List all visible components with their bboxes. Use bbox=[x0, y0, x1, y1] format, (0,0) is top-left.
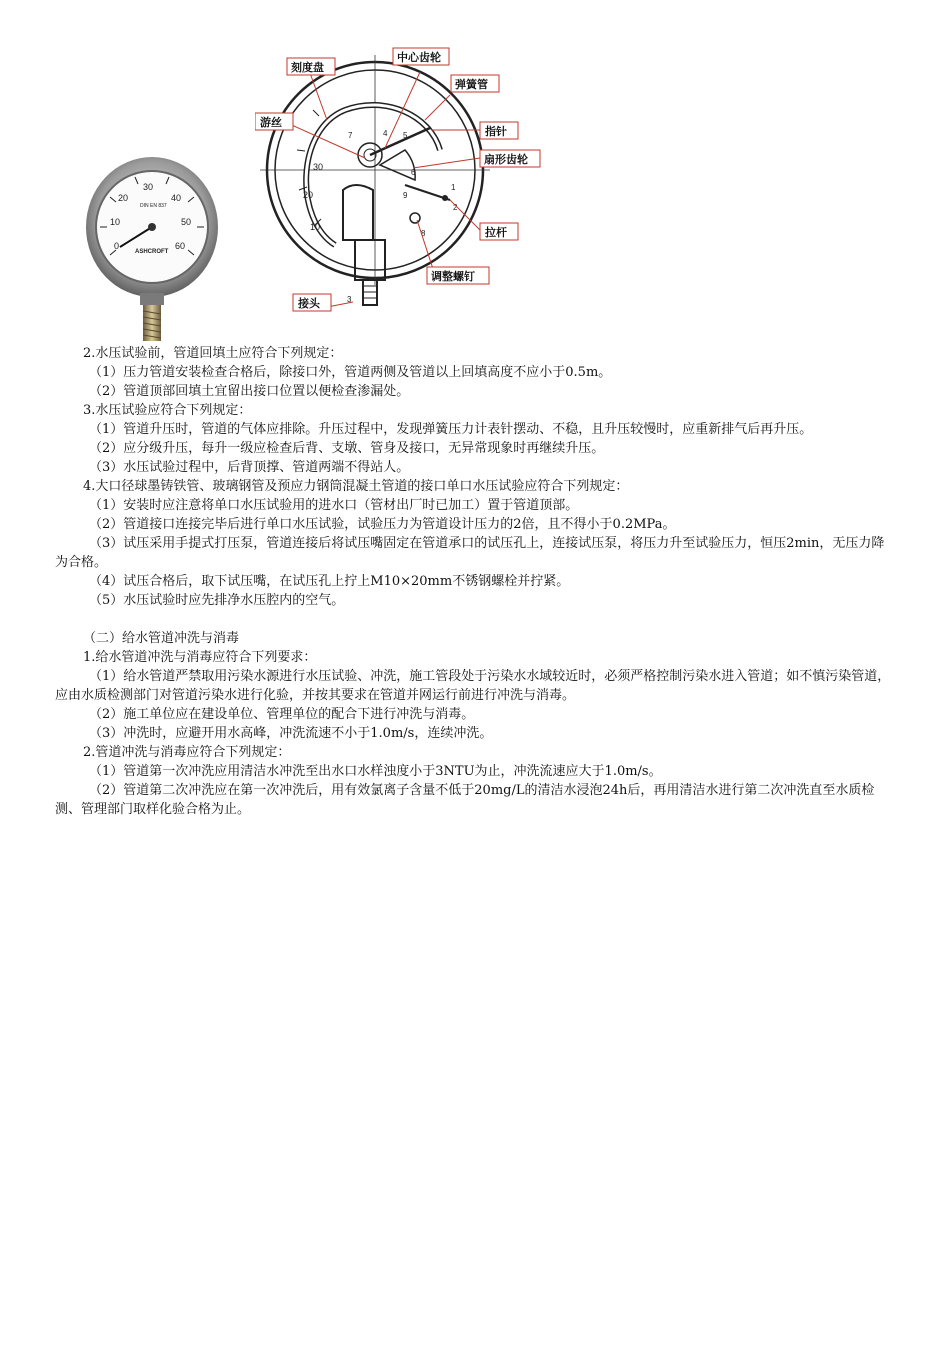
gauge-brand-text: ASHCROFT bbox=[135, 249, 169, 255]
part-number-7: 7 bbox=[348, 131, 353, 140]
label-spring-tube: 弹簧管 bbox=[455, 78, 488, 91]
flush-clause-1-item-3: （3）冲洗时，应避开用水高峰，冲洗流速不小于1.0m/s，连续冲洗。 bbox=[89, 726, 493, 741]
gauge-scale-10: 10 bbox=[110, 217, 121, 227]
gauge-standard-text: DIN EN 837 bbox=[140, 203, 167, 209]
clause-4-heading: 4.大口径球墨铸铁管、玻璃钢管及预应力钢筒混凝土管道的接口单口水压试验应符合下列规定： bbox=[83, 479, 629, 494]
clause-4-item-1: （1）安装时应注意将单口水压试验用的进水口（管材出厂时已加工）置于管道顶部。 bbox=[89, 498, 579, 513]
clause-4-item-5: （5）水压试验时应先排净水压腔内的空气。 bbox=[89, 593, 345, 608]
section-heading: （二）给水管道冲洗与消毒 bbox=[83, 631, 240, 646]
gauge-photo bbox=[80, 155, 230, 355]
dial-number-20: 20 bbox=[303, 190, 314, 200]
clause-3-heading: 3.水压试验应符合下列规定： bbox=[83, 403, 252, 418]
flush-clause-1-item-2: （2）施工单位应在建设单位、管理单位的配合下进行冲洗与消毒。 bbox=[89, 707, 475, 722]
document-body bbox=[55, 344, 895, 819]
part-number-6: 6 bbox=[411, 168, 416, 177]
label-pointer: 指针 bbox=[485, 125, 507, 138]
dial-number-10: 10 bbox=[310, 222, 321, 232]
label-dial: 刻度盘 bbox=[291, 61, 324, 74]
flush-clause-1-heading: 1.给水管道冲洗与消毒应符合下列要求： bbox=[83, 650, 317, 665]
clause-4-item-4: （4）试压合格后，取下试压嘴，在试压孔上拧上M10×20mm不锈钢螺栓并拧紧。 bbox=[89, 574, 570, 589]
label-hairspring: 游丝 bbox=[260, 116, 282, 129]
part-number-5: 5 bbox=[403, 131, 408, 140]
label-adjust-screw: 调整螺钉 bbox=[431, 270, 475, 283]
flush-clause-1-item-1: （1）给水管道严禁取用污染水源进行水压试验、冲洗，施工管段处于污染水水域较近时，必须严格控制污染水进入管道；如不慎污染管道，应由水质检测部门对管道污染水进行化验，并按其要求在管道并网运行前进行冲洗与消毒。 bbox=[55, 669, 891, 703]
flush-clause-2-heading: 2.管道冲洗与消毒应符合下列规定： bbox=[83, 745, 291, 760]
clause-3-item-2: （2）应分级升压，每升一级应检查后背、支墩、管身及接口，无异常现象时再继续升压。 bbox=[89, 441, 605, 456]
dial-number-30: 30 bbox=[313, 162, 324, 172]
clause-2-item-2: （2）管道顶部回填土宜留出接口位置以便检查渗漏处。 bbox=[89, 384, 410, 399]
clause-3-item-1: （1）管道升压时，管道的气体应排除。升压过程中，发现弹簧压力计表针摆动、不稳，且升压较慢时，应重新排气后再升压。 bbox=[89, 422, 813, 437]
gauge-scale-0: 0 bbox=[114, 241, 120, 251]
gauge-scale-30: 30 bbox=[143, 182, 154, 192]
gauge-scale-60: 60 bbox=[175, 241, 186, 251]
part-number-2: 2 bbox=[453, 203, 458, 212]
gauge-scale-50: 50 bbox=[181, 217, 192, 227]
part-number-4: 4 bbox=[383, 129, 388, 138]
label-sector-gear: 扇形齿轮 bbox=[484, 153, 528, 166]
spacer bbox=[55, 610, 895, 629]
label-joint: 接头 bbox=[298, 297, 320, 310]
clause-4-item-3: （3）试压采用手提式打压泵，管道连接后将试压嘴固定在管道承口的试压孔上，连接试压泵，将压力升至试验压力，恒压2min，无压力降为合格。 bbox=[55, 536, 885, 570]
label-center-gear: 中心齿轮 bbox=[397, 51, 441, 64]
pressure-gauge-figure bbox=[80, 40, 640, 320]
gauge-scale-40: 40 bbox=[171, 193, 182, 203]
flush-clause-2-item-2: （2）管道第二次冲洗应在第一次冲洗后，用有效氯离子含量不低于20mg/L的清洁水浸泡24h后，再用清洁水进行第二次冲洗直至水质检测、管理部门取样化验合格为止。 bbox=[55, 783, 875, 817]
clause-3-item-3: （3）水压试验过程中，后背顶撑、管道两端不得站人。 bbox=[89, 460, 410, 475]
part-number-1: 1 bbox=[451, 183, 456, 192]
clause-2-item-1: （1）压力管道安装检查合格后，除接口外，管道两侧及管道以上回填高度不应小于0.5m。 bbox=[89, 365, 612, 380]
gauge-scale-20: 20 bbox=[118, 193, 129, 203]
part-number-9: 9 bbox=[403, 191, 408, 200]
part-number-3: 3 bbox=[347, 295, 352, 304]
part-number-8: 8 bbox=[421, 229, 426, 238]
clause-2-heading: 2.水压试验前，管道回填土应符合下列规定： bbox=[83, 346, 343, 361]
gauge-mechanism-diagram bbox=[255, 40, 640, 320]
flush-clause-2-item-1: （1）管道第一次冲洗应用清洁水冲洗至出水口水样浊度小于3NTU为止，冲洗流速应大于1.0m/s。 bbox=[89, 764, 662, 779]
label-link-rod: 拉杆 bbox=[485, 226, 507, 239]
clause-4-item-2: （2）管道接口连接完毕后进行单口水压试验，试验压力为管道设计压力的2倍，且不得小于0.2MPa。 bbox=[89, 517, 676, 532]
